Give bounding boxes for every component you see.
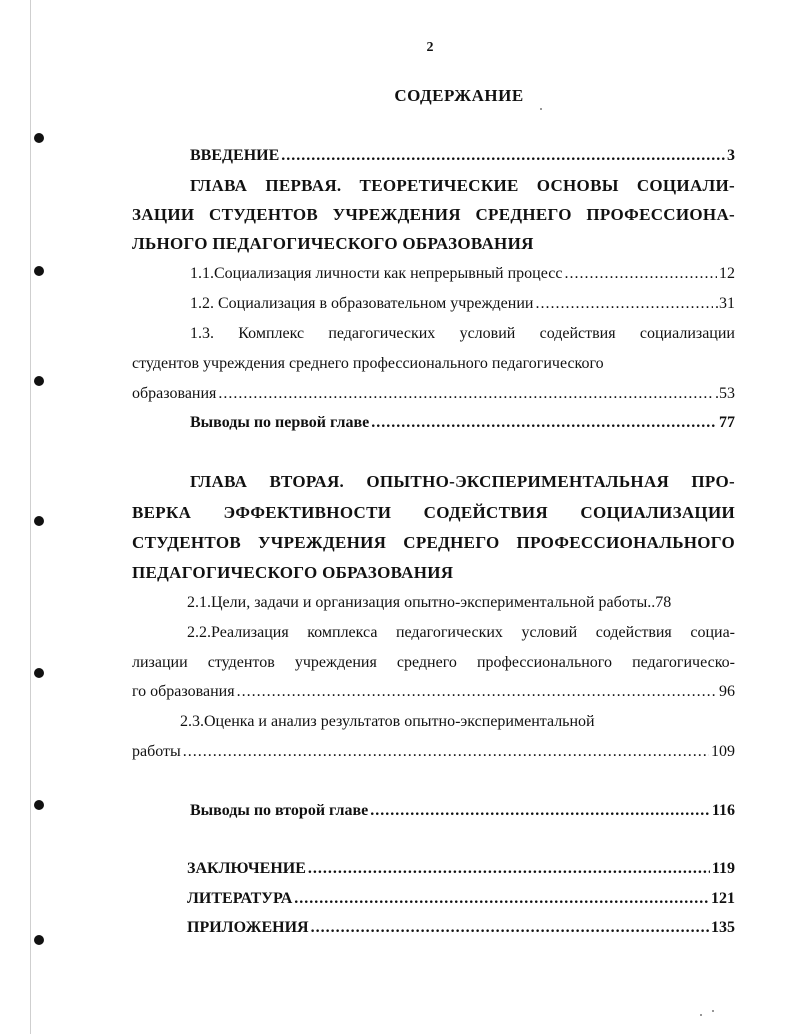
toc-entry-1-3-line[interactable]: 1.3. Комплекс педагогических условий содействия социализации [190,325,735,342]
toc-entry-label: Выводы по первой главе [190,414,370,431]
toc-entry-label: образования [132,385,217,402]
chapter-heading-line: СТУДЕНТОВ УЧРЕЖДЕНИЯ СРЕДНЕГО ПРОФЕССИОНАЛЬНОГО [132,533,735,552]
toc-entry-chapter1-conclusion[interactable] [190,413,735,433]
toc-entry-1-2[interactable] [190,294,735,314]
binding-hole-mark [34,800,44,810]
toc-leader-dots [564,264,717,284]
toc-page-number: 121 [711,890,735,907]
toc-page-number: 3 [727,147,735,164]
chapter-heading-line: ГЛАВА ВТОРАЯ. ОПЫТНО-ЭКСПЕРИМЕНТАЛЬНАЯ ПРО- [190,472,735,491]
toc-leader-dots [237,682,717,702]
toc-page-number: 116 [711,802,735,819]
toc-page-number: 135 [711,919,735,936]
binding-hole-mark [34,516,44,526]
toc-entry-label: го образования [132,683,235,700]
toc-entry-1-1[interactable] [190,264,735,284]
toc-leader-dots [308,859,710,879]
toc-entry-conclusion[interactable] [187,859,735,879]
toc-page-number: 12 [719,265,735,282]
chapter-heading-line: ПЕДАГОГИЧЕСКОГО ОБРАЗОВАНИЯ [132,563,454,582]
page-number: 2 [426,40,434,55]
toc-leader-dots [218,384,713,404]
toc-entry-label: ВВЕДЕНИЕ [190,147,280,164]
toc-entry-2-1[interactable] [187,593,735,613]
binding-hole-mark [34,133,44,143]
toc-page-number: .31 [715,295,735,312]
toc-entry-label: ЗАКЛЮЧЕНИЕ [187,860,306,877]
binding-hole-mark [34,266,44,276]
chapter-heading-line: ГЛАВА ПЕРВАЯ. ТЕОРЕТИЧЕСКИЕ ОСНОВЫ СОЦИАЛИ- [190,176,735,195]
toc-entry-label: 1.2. Социализация в образовательном учреждении [190,295,534,312]
toc-entry-appendices[interactable] [187,918,735,938]
toc-entry-1-3-line[interactable]: студентов учреждения среднего профессионального педагогического [132,355,604,372]
scan-speck [540,108,542,110]
toc-leader-dots [294,889,709,909]
toc-leader-dots [370,801,710,821]
toc-entry-label: ЛИТЕРАТУРА [187,890,293,907]
toc-entry-literature[interactable] [187,889,735,909]
toc-page-number: .53 [715,385,735,402]
chapter-heading-line: ЛЬНОГО ПЕДАГОГИЧЕСКОГО ОБРАЗОВАНИЯ [132,234,534,253]
chapter-heading-line: ВЕРКА ЭФФЕКТИВНОСТИ СОДЕЙСТВИЯ СОЦИАЛИЗАЦИИ [132,503,735,522]
toc-entry-label: 1.1.Социализация личности как непрерывный процесс [190,265,563,282]
toc-entry-label: работы [132,743,181,760]
toc-entry-2-3-line[interactable]: 2.3.Оценка и анализ результатов опытно-экспериментальной [180,713,595,730]
toc-page-number: 78 [655,594,672,611]
page-title: СОДЕРЖАНИЕ [394,86,524,105]
scan-speck [700,1014,702,1016]
toc-entry-label: ПРИЛОЖЕНИЯ [187,919,309,936]
toc-page-number: 119 [711,860,735,877]
page-edge-line [30,0,31,1034]
toc-page-number: 77 [719,414,735,431]
binding-hole-mark [34,376,44,386]
scan-speck [712,1010,714,1012]
toc-leader-dots [183,742,709,762]
toc-leader-dots [371,413,717,433]
toc-entry-2-2[interactable] [132,682,735,702]
chapter-heading-line: ЗАЦИИ СТУДЕНТОВ УЧРЕЖДЕНИЯ СРЕДНЕГО ПРОФЕССИОНА- [132,205,735,224]
toc-entry-2-3[interactable] [132,742,735,762]
toc-page-number: 109 [711,743,735,760]
toc-leader-dots [281,146,725,166]
toc-entry-2-2-line[interactable]: лизации студентов учреждения среднего профессионального педагогическо- [132,654,735,671]
toc-entry-2-2-line[interactable]: 2.2.Реализация комплекса педагогических условий содействия социа- [187,624,735,641]
binding-hole-mark [34,668,44,678]
toc-entry-label: Выводы по второй главе [190,802,369,819]
toc-page-number: 96 [719,683,735,700]
binding-hole-mark [34,935,44,945]
toc-entry-introduction[interactable] [190,146,735,166]
toc-entry-label: 2.1.Цели, задачи и организация опытно-экспериментальной работы.. [187,594,656,611]
toc-leader-dots [311,918,709,938]
toc-entry-1-3[interactable] [132,384,735,404]
toc-entry-chapter2-conclusion[interactable] [190,801,735,821]
toc-leader-dots [535,294,713,314]
